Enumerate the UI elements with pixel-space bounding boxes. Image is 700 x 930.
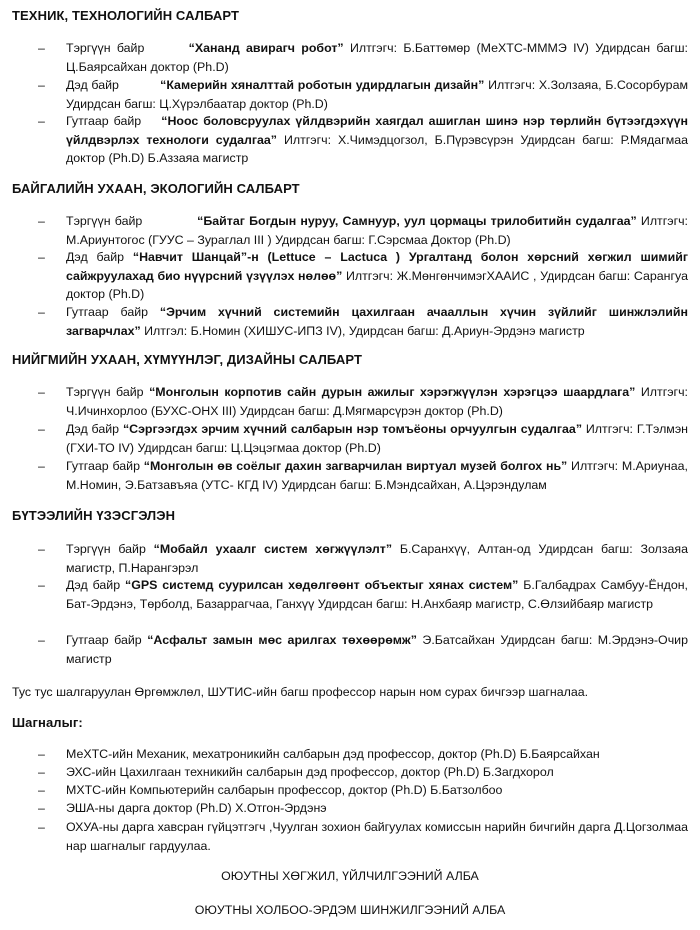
signature-office-2: ОЮУТНЫ ХОЛБОО-ЭРДЭМ ШИНЖИЛГЭЭНИЙ АЛБА [194,903,506,917]
list-item [40,631,688,668]
project-title: “Монголын өв соёлыг дахин загварчилан виртуал музей болгох нь” [143,459,568,473]
project-title: “Сэргээгдэх эрчим хүчний салбарын нэр томъёоны орчуулгын судалгаа” [122,422,583,436]
dash-bullet: – [38,578,45,592]
item-details: Илтгэгч: Х.Золзаяа, Б.Сосорбурам Удирдсан багш: Ц.Хүрэлбаатар доктор (Ph.D) [66,78,688,111]
place-label: Гутгаар байр [66,305,149,319]
item-details: Б.Саранхүү, Алтан-од Удирдсан багш: Золзаяа магистр, П.Нарангэрэл [66,542,688,575]
list-item [40,540,688,577]
list-item [40,39,688,76]
award-item [40,763,688,782]
dash-bullet: – [38,114,45,128]
award-text: ЭХС-ийн Цахилгаан техникийн салбарын дэд профессор, доктор (Ph.D) Б.Загдхорол [66,765,554,779]
place-label: Дэд байр [66,78,119,92]
project-title: “Байтаг Богдын нуруу, Самнуур, уул цормацы трилобитийн судалгаа” [197,214,637,228]
project-title: “GPS системд суурилсан хөдөлгөөнт объектыг хянах систем” [125,578,519,592]
list-item [40,576,688,613]
signature-office-1: ОЮУТНЫ ХӨГЖИЛ, ҮЙЛЧИЛГЭЭНИЙ АЛБА [221,869,479,883]
item-details: Илтгэгч: Ж.МөнгөнчимэгХААИС , Удирдсан багш: Сарангуа доктор (Ph.D) [66,268,688,301]
list-item [40,303,688,340]
award-item [40,799,688,818]
place-label: Гутгаар байр [66,459,140,473]
place-label: Тэргүүн байр [66,542,146,556]
dash-bullet: – [38,214,45,228]
dash-bullet: – [38,801,45,815]
dash-bullet: – [38,633,45,647]
list-item [40,420,688,457]
dash-bullet: – [38,305,45,319]
dash-bullet: – [38,422,45,436]
list-item [40,383,688,420]
dash-bullet: – [38,747,45,761]
award-text: МХТС-ийн Компьютерийн салбарын профессор, доктор (Ph.D) Б.Батзолбоо [66,783,503,797]
project-title: “Асфальт замын мөс арилгах төхөөрөмж” [147,633,417,647]
item-details: Илтгэгч: М.Ариунаа, М.Номин, Э.Батзавъяа (УТС- КГД IV) Удирдсан багш: Б.Мэндсайхан, А.Цэрэндулам [66,459,688,492]
place-label: Тэргүүн байр [66,385,144,399]
item-details: Э.Батсайхан Удирдсан багш: М.Эрдэнэ-Очир магистр [66,633,688,666]
section-heading-tech: ТЕХНИК, ТЕХНОЛОГИЙН САЛБАРТ [12,8,240,23]
list-item [40,212,688,249]
place-label: Гутгаар байр [66,114,142,128]
dash-bullet: – [38,542,45,556]
item-details: Илтгэгч: Х.Чимэдцогзол, Б.Пүрэвсүрэн Удирдсан багш: Р.Мядагмаа доктор (Ph.D) Б.Аззаяа магистр [66,132,688,165]
award-text: ЭША-ны дарга доктор (Ph.D) Х.Отгон-Эрдэнэ [66,801,327,815]
place-label: Тэргүүн байр [66,41,145,55]
place-label: Тэргүүн байр [66,214,143,228]
list-item [40,248,688,304]
dash-bullet: – [38,783,45,797]
project-title: “Хананд авирагч робот” [188,41,344,55]
closing-sentence: Тус тус шалгаруулан Өргөмжлөл, ШУТИС-ийн багш профессор нарын ном сурах бичгээр шагналаа. [12,685,589,699]
dash-bullet: – [38,250,45,264]
dash-bullet: – [38,41,45,55]
award-text: МеХТС-ийн Механик, мехатроникийн салбарын дэд профессор, доктор (Ph.D) Б.Баярсайхан [66,747,600,761]
project-title: “Камерийн хяналттай роботын удирдлагын дизайн” [160,78,485,92]
item-details: Илтгэгч: Ч.Ичинхорлоо (БУХС-ОНХ III) Удирдсан багш: Д.Мягмарсүрэн доктор (Ph.D) [66,385,688,418]
place-label: Дэд байр [66,578,121,592]
awards-heading: Шагналыг: [12,715,83,730]
place-label: Дэд байр [66,250,125,264]
dash-bullet: – [38,765,45,779]
place-label: Дэд байр [66,422,120,436]
project-title: “Навчит Шанцай”-н (Lettuce – Lactuca ) Ургалтанд болон хөрсний хөгжил шимийг сайжруулахад био нүүрсний үзүүлэх нөлөө” [66,250,688,283]
item-details: Б.Галбадрах Самбуу-Ёндон, Бат-Эрдэнэ, Төрболд, Базаррагчаа, Ганхүү Удирдсан багш: Н.Анхбаяр магистр, С.Өлзийбаяр магистр [66,578,688,611]
project-title: “Мобайл ухаалг систем хөгжүүлэлт” [153,542,393,556]
item-details: Илтгэгч: Б.Баттөмөр (МеХТС-МММЭ IV) Удирдсан багш: Ц.Баярсайхан доктор (Ph.D) [66,41,688,74]
item-details: Илтгэгч: М.Ариунтогос (ГУУС – Зураглал III ) Удирдсан багш: Г.Сэрсмаа Доктор (Ph.D) [66,214,688,247]
award-item [40,818,688,855]
award-item [40,745,688,764]
dash-bullet: – [38,820,45,834]
list-item [40,112,688,168]
project-title: “Эрчим хүчний системийн цахилгаан ачааллын хүчин зүйлийг шинжлэлийн загварчлах” [66,305,688,338]
section-heading-social: НИЙГМИЙН УХААН, ХҮМҮҮНЛЭГ, ДИЗАЙНЫ САЛБАРТ [12,352,363,367]
list-item [40,457,688,494]
dash-bullet: – [38,385,45,399]
list-item [40,76,688,113]
dash-bullet: – [38,459,45,473]
dash-bullet: – [38,78,45,92]
award-text: ОХУА-ны дарга хавсран гүйцэтгэгч ,Чуулган зохион байгуулах комиссын нарийн бичгийн дарга Д.Цогзолмаа нар шагналыг гардуулаа. [66,820,688,853]
project-title: “Ноос боловсруулах үйлдвэрийн хаягдал ашиглан шинэ нэр төрлийн бүтээгдэхүүн үйлдвэрлэх технологи судалгаа” [66,114,688,147]
project-title: “Монголын корпотив сайн дурын ажилыг хэрэгжүүлэн хэрэгцээ шаардлага” [149,385,636,399]
place-label: Гутгаар байр [66,633,142,647]
item-details: Илтгэл: Б.Номин (ХИШУС-ИПЗ IV), Удирдсан багш: Д.Ариун-Эрдэнэ магистр [144,323,585,338]
award-item [40,781,688,800]
section-heading-nature: БАЙГАЛИЙН УХААН, ЭКОЛОГИЙН САЛБАРТ [12,181,300,196]
item-details: Илтгэгч: Г.Тэлмэн (ГХИ-ТО IV) Удирдсан багш: Ц.Цэцэгмаа доктор (Ph.D) [66,422,688,455]
section-heading-exhibition: БҮТЭЭЛИЙН ҮЗЭСГЭЛЭН [12,508,176,523]
